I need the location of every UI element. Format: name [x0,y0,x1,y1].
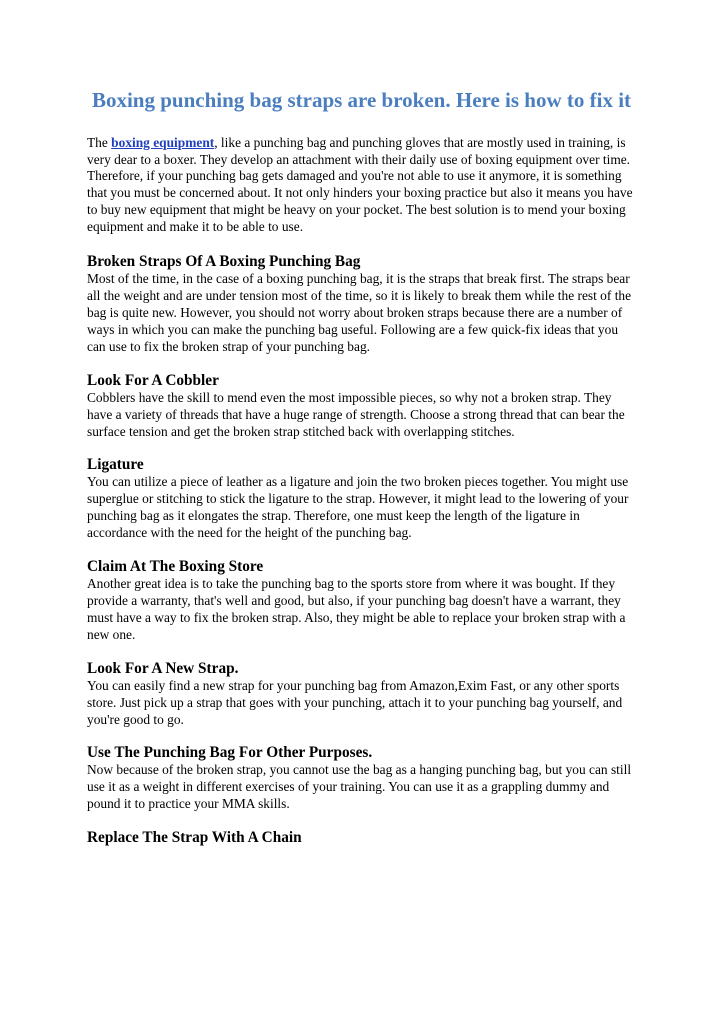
section-claim-at-store [87,558,636,644]
section-heading: Use The Punching Bag For Other Purposes. [87,744,373,762]
section-new-strap [87,660,636,729]
section-ligature [87,456,636,542]
document-title: Boxing punching bag straps are broken. Here is how to fix it [91,88,632,112]
section-heading: Broken Straps Of A Boxing Punching Bag [87,253,361,271]
section-other-purposes [87,744,636,813]
section-body: Cobblers have the skill to mend even the most impossible pieces, so why not a broken strap. They have a variety of threads that have a huge range of strength. Choose a strong thread that can bear the surface tension and get the broken strap stitched back with overlapping stitches. [87,389,625,439]
section-heading: Replace The Strap With A Chain [87,829,302,847]
section-body: You can utilize a piece of leather as a ligature and join the two broken pieces together. You might use superglue or stitching to stick the ligature to the strap. However, it might lead to the lowering of your punching bag as it elongates the strap. Therefore, one must keep the length of the ligature in accordance with the need for the height of the punching bag. [87,474,629,541]
intro-paragraph [87,135,636,235]
intro-text-after-link: , like a punching bag and punching gloves that are mostly used in training, is very dear to a boxer. They develop an attachment with their daily use of boxing equipment over time. Therefore, if your punching bag gets damaged and you're not able to use it anymore, it is something that you must be concerned about. It not only hinders your boxing practice but also it means you have to buy new equipment that might be heavy on your pocket. The best solution is to mend your boxing equipment and make it to be able to use. [87,135,633,234]
section-body: You can easily find a new strap for your punching bag from Amazon,Exim Fast, or any other sports store. Just pick up a strap that goes with your punching, attach it to your punching bag yourself, and you're good to go. [87,677,623,727]
section-broken-straps [87,253,636,356]
section-body: Another great idea is to take the punching bag to the sports store from where it was bought. If they provide a warranty, that's well and good, but also, if your punching bag doesn't have a warrant, they must have a way to fix the broken strap. Also, they might be able to replace your broken strap with a new one. [87,576,626,642]
section-body: Now because of the broken strap, you cannot use the bag as a hanging punching bag, but you can still use it as a weight in different exercises of your training. You can use it as a grappling dummy and pound it to practice your MMA skills. [87,762,632,812]
section-body: Most of the time, in the case of a boxing punching bag, it is the straps that break first. The straps bear all the weight and are under tension most of the time, so it is likely to break them while the rest of the bag is quite new. However, you should not worry about broken straps because there are a number of ways in which you can make the punching bag useful. Following are a few quick-fix ideas that you can use to fix the broken strap of your punching bag. [87,271,632,354]
section-look-for-cobbler [87,372,636,441]
section-heading: Look For A New Strap. [87,659,239,677]
intro-text-before-link: The [87,135,112,150]
boxing-equipment-link[interactable]: boxing equipment [111,135,215,150]
section-replace-with-chain [87,829,636,847]
section-heading: Look For A Cobbler [87,371,219,389]
section-heading: Ligature [87,456,144,474]
section-heading: Claim At The Boxing Store [87,558,264,576]
